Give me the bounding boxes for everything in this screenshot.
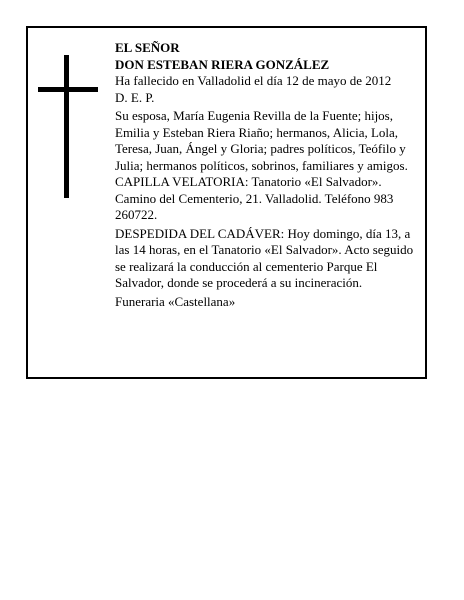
cross-vertical-bar bbox=[64, 55, 69, 198]
cross-horizontal-bar bbox=[38, 87, 98, 92]
obituary-notice bbox=[26, 26, 427, 379]
chapel-paragraph: CAPILLA VELATORIA: Tanatorio «El Salvador». Camino del Cementerio, 21. Valladolid. Teléfono 983 260722. bbox=[115, 174, 394, 222]
deceased-name: DON ESTEBAN RIERA GONZÁLEZ bbox=[115, 56, 330, 72]
obituary-text bbox=[115, 40, 425, 310]
family-paragraph: Su esposa, María Eugenia Revilla de la Fuente; hijos, Emilia y Esteban Riera Riaño; hermanos, Alicia, Lola, Teresa, Juan, Ángel y Gloria; padres políticos, Teófilo y Julia; hermanos políticos, sobrinos, familiares y amigos. bbox=[115, 108, 408, 173]
cross-icon bbox=[38, 55, 98, 198]
funeral-home: Funeraria «Castellana» bbox=[115, 293, 236, 309]
title-line-1: EL SEÑOR bbox=[115, 40, 180, 55]
death-info: Ha fallecido en Valladolid el día 12 de mayo de 2012 bbox=[115, 73, 392, 88]
dep-text: D. E. P. bbox=[115, 89, 155, 105]
farewell-paragraph: DESPEDIDA DEL CADÁVER: Hoy domingo, día 13, a las 14 horas, en el Tanatorio «El Salvador». Acto seguido se realizará la conducción al cementerio Parque El Salvador, donde se procederá a su incineración. bbox=[115, 225, 414, 290]
